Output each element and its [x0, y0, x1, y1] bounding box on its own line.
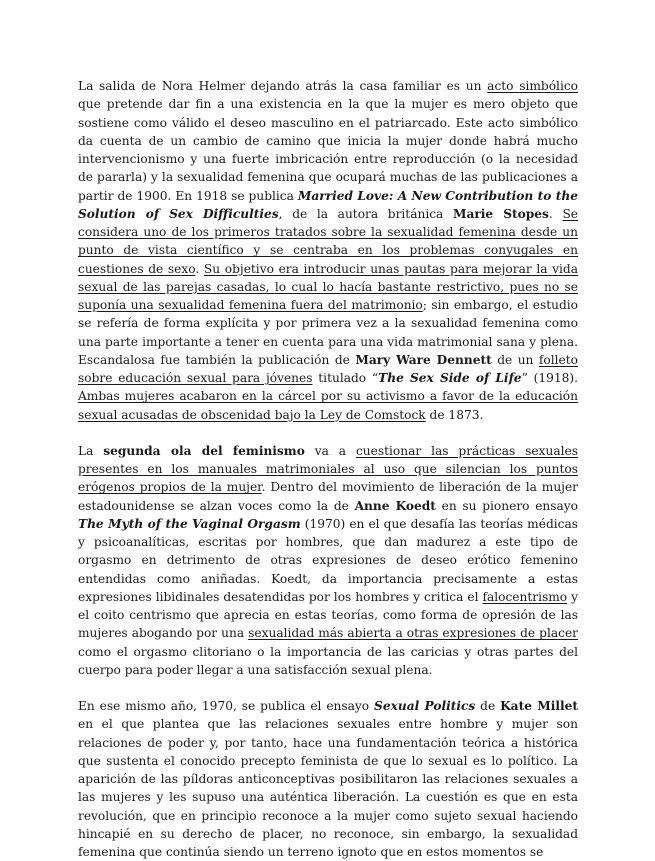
- bold-name: Mary Ware Dennett: [355, 352, 492, 367]
- text-run: .: [548, 206, 563, 221]
- bold-italic-title: Sexual Politics: [374, 699, 476, 713]
- text-run: va a: [304, 443, 356, 458]
- text-run: ” (1918).: [521, 371, 578, 385]
- text-run: como el orgasmo clitoriano o la importancia de las caricias y otras partes del cuerpo para poder llegar a una satisfacción sexual plena.: [78, 644, 578, 677]
- bold-name: segunda ola del feminismo: [103, 443, 305, 458]
- text-run: ; sin embargo, el estudio se refería de forma explícita y por primera vez a la sexualidad femenina como una parte importante a tener en cuenta para una vida matrimonial sana y plena. Escandalosa fue también la publicación de: [78, 298, 578, 367]
- text-run: titulado “: [312, 371, 379, 385]
- bold-name: Kate Millet: [500, 699, 578, 713]
- underlined-text: falocentrismo: [482, 589, 568, 604]
- text-run: de: [475, 699, 501, 713]
- bold-italic-title: The Myth of the Vaginal Orgasm: [78, 516, 301, 531]
- underlined-text: folleto sobre educación sexual para jóvenes: [78, 352, 578, 385]
- text-run: (1970) en el que desafía las teorías médicas y psicoanalíticas, escritas por hombres, que dan madurez a este tipo de orgasmo en detrimento de otras expresiones de deseo erótico femenino entendidas como aniñadas. Koedt, da importancia precisamente a estas expresiones libidinales desatendidas por los hombres y critica el: [78, 516, 578, 604]
- text-run: de 1873.: [425, 407, 484, 422]
- text-run: , de la autora británica: [278, 206, 453, 221]
- text-run: . Dentro del movimiento de liberación de la mujer estadounidense se alzan voces como la de: [78, 480, 578, 513]
- text-run: En ese mismo año, 1970, se publica el ensayo: [78, 699, 375, 713]
- text-run: La salida de Nora Helmer dejando atrás la casa familiar es un: [78, 79, 488, 93]
- bold-name: Anne Koedt: [354, 498, 436, 513]
- paragraph-segunda-ola: [78, 442, 578, 679]
- underlined-text: Ambas mujeres acabaron en la cárcel por su activismo a favor de la educación sexual acusadas de obscenidad bajo la Ley de Comstock: [78, 389, 578, 422]
- bold-italic-title: Married Love: A New Contribution to the Solution of Sex Difficulties: [78, 188, 578, 221]
- text-run: en el que plantea que las relaciones sexuales entre hombre y mujer son relaciones de poder y, por tanto, hace una fundamentación teórica a histórica que sustenta el conocido precepto feminista de que lo sexual es lo político. La aparición de las píldoras anticonceptivas posibilitaron las relaciones sexuales a las mujeres y les supuso una auténtica liberación. La cuestión es que en esta revolución, que en principio reconoce a la mujer como sujeto sexual haciendo hincapié en su derecho de placer, no reconoce, sin embargo, la sexualidad femenina que continúa siendo un terreno ignoto que en estos momentos se: [78, 717, 578, 859]
- bold-name: Marie Stopes: [452, 206, 549, 221]
- underlined-text: Su objetivo era introducir unas pautas para mejorar la vida sexual de las parejas casadas, lo cual lo hacía bastante restrictivo, pues no se suponía una sexualidad femenina fuera del matrimonio: [78, 261, 579, 312]
- text-run: de un: [491, 352, 539, 367]
- text-run: en su pionero ensayo: [435, 498, 578, 513]
- text-run: que pretende dar fin a una existencia en la que la mujer es mero objeto que sostiene como válido el deseo masculino en el patriarcado. Este acto simbólico da cuenta de un cambio de camino que inicia la mujer donde habrá mucho intervencionismo y una fuerte imbricación entre reproducción (o la necesidad de pararla) y la sexualidad femenina que ocupará muchas de las publicaciones a partir de 1900. En 1918 se publica: [78, 97, 578, 203]
- underlined-text: Se considera uno de los primeros tratados sobre la sexualidad femenina desde un punto de vista científico y se centraba en los problemas conyugales en cuestiones de sexo: [78, 206, 579, 276]
- text-run: .: [195, 261, 204, 276]
- bold-italic-title: The Sex Side of Life: [378, 371, 522, 385]
- paragraph-sexual-politics: [78, 697, 578, 861]
- paragraph-nora-helmer: [78, 77, 578, 424]
- underlined-text: cuestionar las prácticas sexuales presentes en los manuales matrimoniales al uso que silencian los puntos erógenos propios de la mujer: [78, 443, 578, 495]
- underlined-text: sexualidad más abierta a otras expresiones de placer: [248, 626, 578, 641]
- text-run: La: [78, 443, 104, 458]
- underlined-text: acto simbólico: [487, 79, 579, 93]
- text-run: y el coito centrismo que aprecia en estas teorías, como forma de opresión de las mujeres abogando por una: [78, 589, 579, 641]
